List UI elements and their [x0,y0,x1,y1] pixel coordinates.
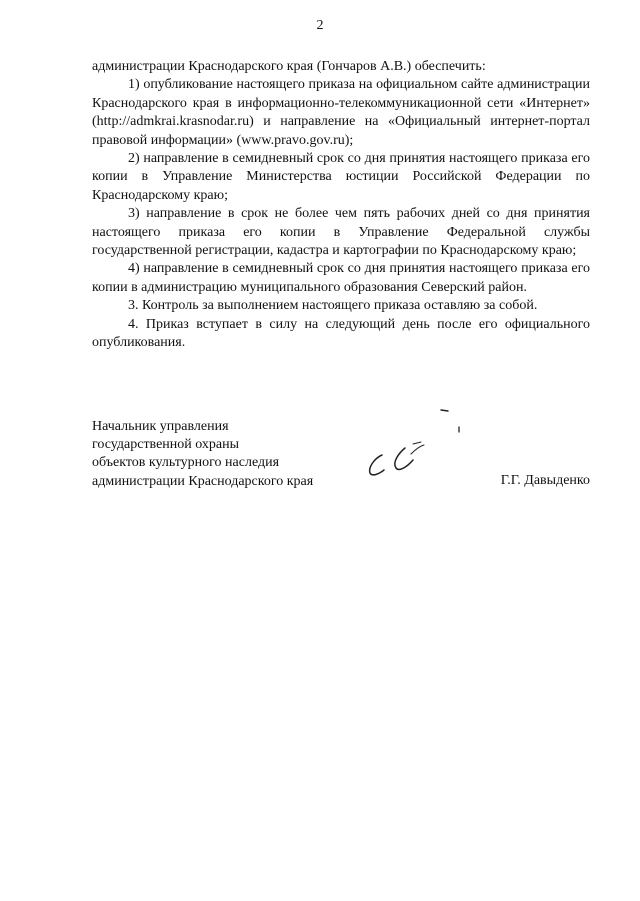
paragraph-item-2: 2) направление в семидневный срок со дня принятия настоящего приказа его копии в Управление Министерства юстиции Российской Федерации по Краснодарскому краю; [92,151,590,203]
paragraph-effective: 4. Приказ вступает в силу на следующий день после его официального опубликования. [92,316,590,351]
paragraph-control: 3. Контроль за выполнением настоящего приказа оставляю за собой. [128,298,538,314]
signer-title [92,418,313,491]
signer-name: Г.Г. Давыденко [500,473,590,488]
document-body [92,58,590,353]
paragraph-item-4: 4) направление в семидневный срок со дня принятия настоящего приказа его копии в администрацию муниципального образования Северский район. [92,261,590,295]
signature-icon [355,408,475,498]
paragraph-intro: администрации Краснодарского края (Гончаров А.В.) обеспечить: [92,59,486,74]
signer-title-line: администрации Краснодарского края [92,473,314,489]
signer-title-line: Начальник управления [92,419,229,434]
signer-title-line: государственной охраны [92,437,240,453]
paragraph-item-1: 1) опубликование настоящего приказа на официальном сайте администрации Краснодарского края в информационно-телекоммуникационной сети «Интернет» (http://admkrai.krasnodar.ru) и направление на «Официальный интернет-портал правовой информации» (www.pravo.gov.ru); [92,77,590,148]
signer-title-line: объектов культурного наследия [92,455,280,471]
page-number: 2 [316,18,324,33]
paragraph-item-3: 3) направление в срок не более чем пять рабочих дней со дня принятия настоящего приказа его копии в Управление Федеральной службы государственной регистрации, кадастра и картографии по Краснодарскому краю; [92,206,590,259]
